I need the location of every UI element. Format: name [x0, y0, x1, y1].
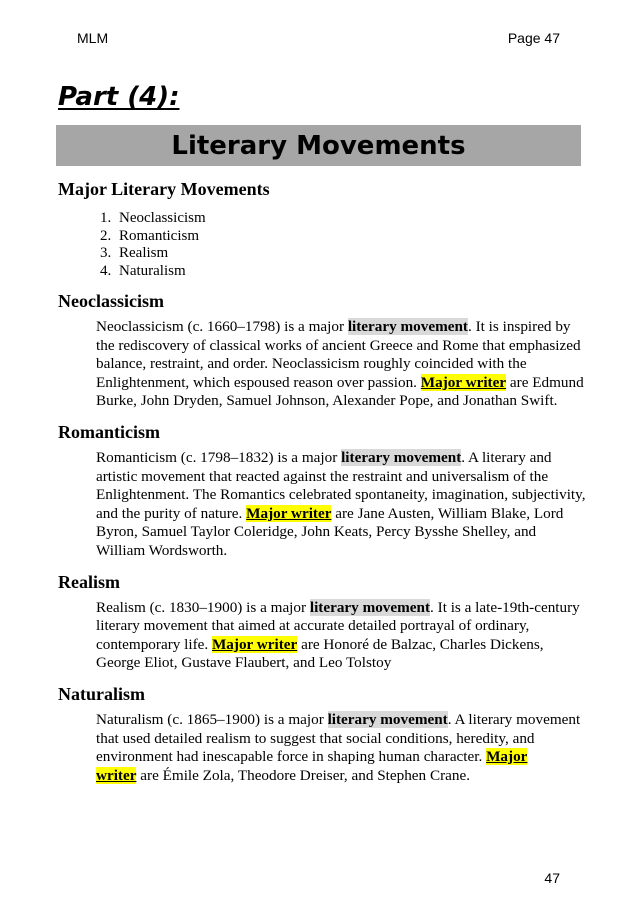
paragraph-text: . A literary and artistic movement that reacted against the restraint and universalism of the Enlightenment. The Romantics celebrated spontaneity, imagination, subjectivity, and the purity of nature. [96, 448, 586, 522]
major-writer-highlight: Major [486, 748, 528, 766]
list-item: 1. Neoclassicism [115, 210, 588, 228]
paragraph-text: Naturalism (c. 1865–1900) is a major [96, 710, 328, 728]
section-heading: Romanticism [58, 421, 160, 442]
literary-movement-highlight: literary movement [341, 448, 462, 466]
paragraph-text: . It is a late-19th-century literary movement that aimed at accurate detailed portrayal of ordinary, contemporary life. [96, 598, 580, 653]
part-title: Part (4): [58, 82, 180, 112]
paragraph-text: are Jane Austen, William Blake, Lord Byron, Samuel Taylor Coleridge, John Keats, Percy Bysshe Shelley, and William Wordsworth. [96, 504, 564, 559]
section-neoclassicism [58, 290, 588, 411]
major-writer-highlight: Major writer [211, 635, 298, 653]
list-item: 2. Romanticism [115, 228, 588, 246]
literary-movement-highlight: literary movement [347, 318, 468, 335]
running-header-left: MLM [77, 30, 109, 46]
paragraph-text: . A literary movement that used detailed realism to suggest that social conditions, heredity, and environment had inescapable force in shaping human character. [96, 710, 581, 766]
section-paragraph [96, 599, 588, 673]
list-item: 3. Realism [115, 245, 588, 263]
section-paragraph [96, 449, 588, 561]
paragraph-text: are Honoré de Balzac, Charles Dickens, George Eliot, Gustave Flaubert, and Leo Tolstoy [96, 635, 544, 672]
movements-list [58, 210, 588, 280]
running-header-right: Page 47 [507, 30, 560, 46]
page-number: 47 [544, 870, 560, 886]
section-heading: Realism [58, 571, 120, 592]
major-writer-highlight: Major writer [246, 504, 332, 522]
section-realism [58, 571, 588, 673]
section-romanticism [58, 421, 588, 561]
section-heading: Neoclassicism [58, 291, 164, 311]
chapter-title: Literary Movements [171, 130, 466, 161]
paragraph-text: . It is inspired by the rediscovery of classical works of ancient Greece and Rome that emphasized balance, restraint, and order. Neoclassicism roughly coincided with the Enlightenment, which espoused reason over passion. [96, 318, 581, 391]
paragraph-text: Neoclassicism (c. 1660–1798) is a major [96, 318, 348, 335]
major-writer-highlight: writer [96, 766, 137, 784]
list-item: 4. Naturalism [115, 263, 588, 281]
literary-movement-highlight: literary movement [327, 710, 448, 728]
section-paragraph [96, 318, 588, 411]
content-body [58, 178, 588, 785]
paragraph-text: are Edmund Burke, John Dryden, Samuel Johnson, Alexander Pope, and Jonathan Swift. [96, 373, 584, 410]
section-naturalism [58, 683, 588, 785]
section-paragraph [96, 711, 588, 785]
paragraph-text: are Émile Zola, Theodore Dreiser, and Stephen Crane. [136, 766, 470, 784]
major-writer-highlight: Major writer [420, 373, 507, 391]
chapter-banner [56, 125, 581, 166]
section-heading: Naturalism [58, 683, 145, 704]
literary-movement-highlight: literary movement [309, 598, 431, 616]
paragraph-text: Realism (c. 1830–1900) is a major [96, 598, 310, 616]
paragraph-text: Romanticism (c. 1798–1832) is a major [96, 448, 342, 466]
major-movements-heading: Major Literary Movements [58, 179, 270, 199]
